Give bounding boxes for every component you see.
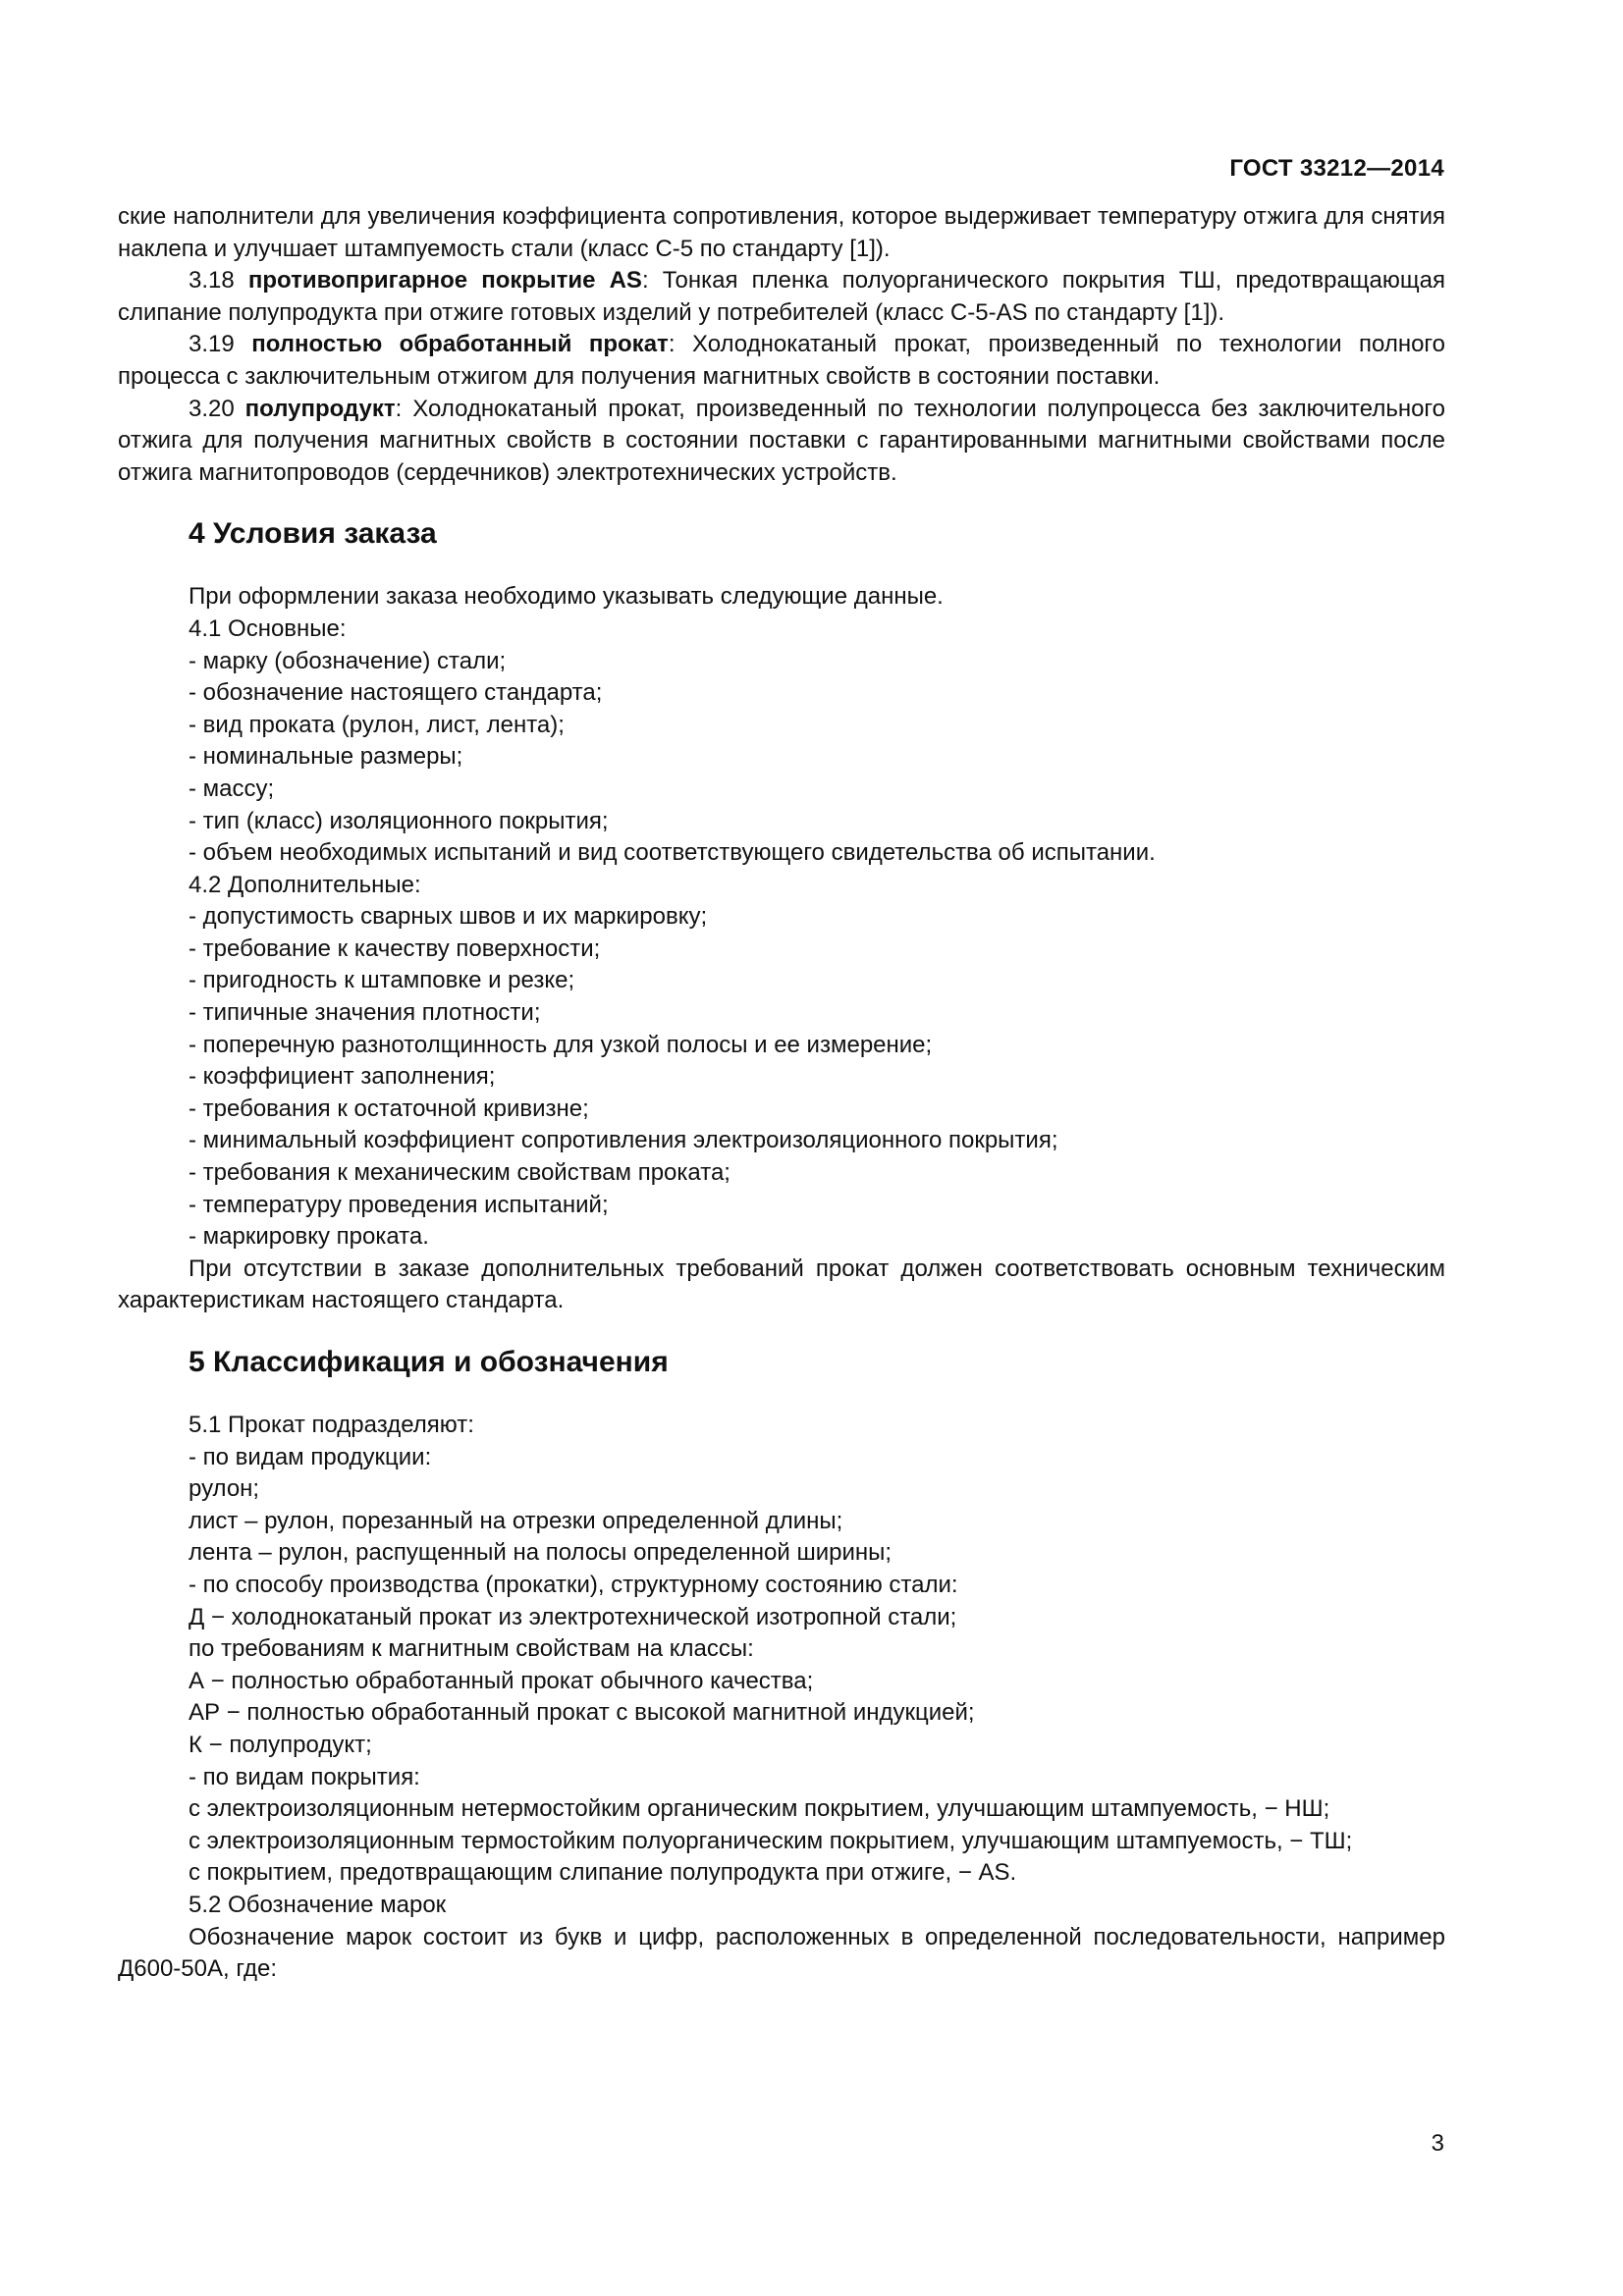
definition-term: противопригарное покрытие AS — [247, 267, 642, 294]
section-5-line: лента – рулон, распущенный на полосы определенной ширины; — [189, 1539, 893, 1567]
section-5-heading: 5 Классификация и обозначения — [189, 1346, 669, 1378]
list-item: - маркировку проката. — [189, 1223, 429, 1251]
subsection-5-2-text: Обозначение марок состоит из букв и цифр, расположенных в определенной последовательности, например Д600-50А, где: — [118, 1923, 1445, 1983]
list-item: - массу; — [189, 774, 275, 802]
section-5-line: - по видам продукции: — [189, 1443, 432, 1470]
list-item: - коэффициент заполнения; — [189, 1063, 496, 1091]
section-4-lead: При оформлении заказа необходимо указывать следующие данные. — [189, 583, 944, 611]
section-5-line: по требованиям к магнитным свойствам на классы: — [189, 1635, 754, 1663]
definition-text: : Холоднокатаный прокат, произведенный по технологии полного процесса с заключительным отжигом для получения магнитных свойств в состоянии поставки. — [118, 331, 1446, 390]
section-5-line: 5.1 Прокат подразделяют: — [189, 1412, 474, 1438]
list-item: - требования к остаточной кривизне; — [189, 1095, 589, 1122]
definition-term: полупродукт — [244, 395, 396, 422]
definition-3-19 — [118, 329, 1445, 393]
list-item: - требования к механическим свойствам проката; — [189, 1159, 730, 1187]
list-item: - температуру проведения испытаний; — [189, 1191, 609, 1218]
list-item: - номинальные размеры; — [189, 743, 463, 771]
list-item: - допустимость сварных швов и их маркировку; — [189, 903, 708, 931]
list-item: - обозначение настоящего стандарта; — [189, 679, 603, 707]
list-item: - объем необходимых испытаний и вид соответствующего свидетельства об испытании. — [189, 839, 1156, 867]
list-item: - поперечную разнотолщинность для узкой полосы и ее измерение; — [189, 1031, 933, 1058]
list-item: - вид проката (рулон, лист, лента); — [189, 711, 565, 738]
definition-term: полностью обработанный прокат — [251, 331, 669, 358]
section-5-line: АР − полностью обработанный прокат с высокой магнитной индукцией; — [189, 1699, 975, 1727]
page-content — [118, 201, 1445, 1986]
list-item: - марку (обозначение) стали; — [189, 647, 507, 674]
subsection-4-1-title: 4.1 Основные: — [189, 614, 347, 642]
list-item: - пригодность к штамповке и резке; — [189, 967, 575, 994]
section-5-line: - по видам покрытия: — [189, 1763, 420, 1790]
definition-text: : Тонкая пленка полуорганического покрытия ТШ, предотвращающая слипание полупродукта при отжиге готовых изделий у потребителей (класс С-5-AS по стандарту [1]). — [118, 267, 1445, 326]
standard-header: ГОСТ 33212—2014 — [1229, 155, 1444, 182]
list-item: - тип (класс) изоляционного покрытия; — [189, 807, 609, 834]
section-5-line: - по способу производства (прокатки), структурному состоянию стали: — [189, 1571, 958, 1598]
definition-3-20 — [118, 394, 1445, 490]
section-5-line: лист – рулон, порезанный на отрезки определенной длины; — [189, 1507, 843, 1534]
definition-3-18 — [118, 265, 1445, 329]
list-item: - минимальный коэффициент сопротивления электроизоляционного покрытия; — [189, 1127, 1058, 1154]
coating-type-tsh: с электроизоляционным термостойким полуорганическим покрытием, улучшающим штампуемость, − ТШ; — [189, 1827, 1353, 1854]
page-number: 3 — [1431, 2130, 1444, 2157]
section-5-line: А − полностью обработанный прокат обычного качества; — [189, 1667, 814, 1694]
definition-text: : Холоднокатаный прокат, произведенный по технологии полупроцесса без заключительного отжига для получения магнитных свойств в состоянии поставки с гарантированными магнитными свойствами после отжига магнитопроводов (сердечников) электротехнических устройств. — [118, 395, 1446, 486]
coating-type-as: с покрытием, предотвращающим слипание полупродукта при отжиге, − AS. — [189, 1859, 1017, 1887]
section-5-line: К − полупродукт; — [189, 1731, 372, 1758]
paragraph-continuation: ские наполнители для увеличения коэффициента сопротивления, которое выдерживает температуру отжига для снятия наклепа и улучшает штампуемость стали (класс С-5 по стандарту [1]). — [118, 203, 1445, 262]
coating-type-nsh: с электроизоляционным нетермостойким органическим покрытием, улучшающим штампуемость, − НШ; — [189, 1795, 1330, 1823]
definition-number: 3.20 — [189, 395, 235, 422]
section-4-closing: При отсутствии в заказе дополнительных требований прокат должен соответствовать основным техническим характеристикам настоящего стандарта. — [118, 1255, 1445, 1314]
section-4-heading: 4 Условия заказа — [189, 517, 437, 551]
section-5-line: рулон; — [189, 1475, 260, 1503]
subsection-4-2-title: 4.2 Дополнительные: — [189, 871, 421, 898]
list-item: - требование к качеству поверхности; — [189, 934, 601, 962]
subsection-5-2-title: 5.2 Обозначение марок — [189, 1891, 447, 1918]
list-item: - типичные значения плотности; — [189, 999, 541, 1027]
definition-number: 3.18 — [189, 267, 235, 294]
section-5-line: Д − холоднокатаный прокат из электротехнической изотропной стали; — [189, 1603, 957, 1630]
definition-number: 3.19 — [189, 331, 235, 358]
